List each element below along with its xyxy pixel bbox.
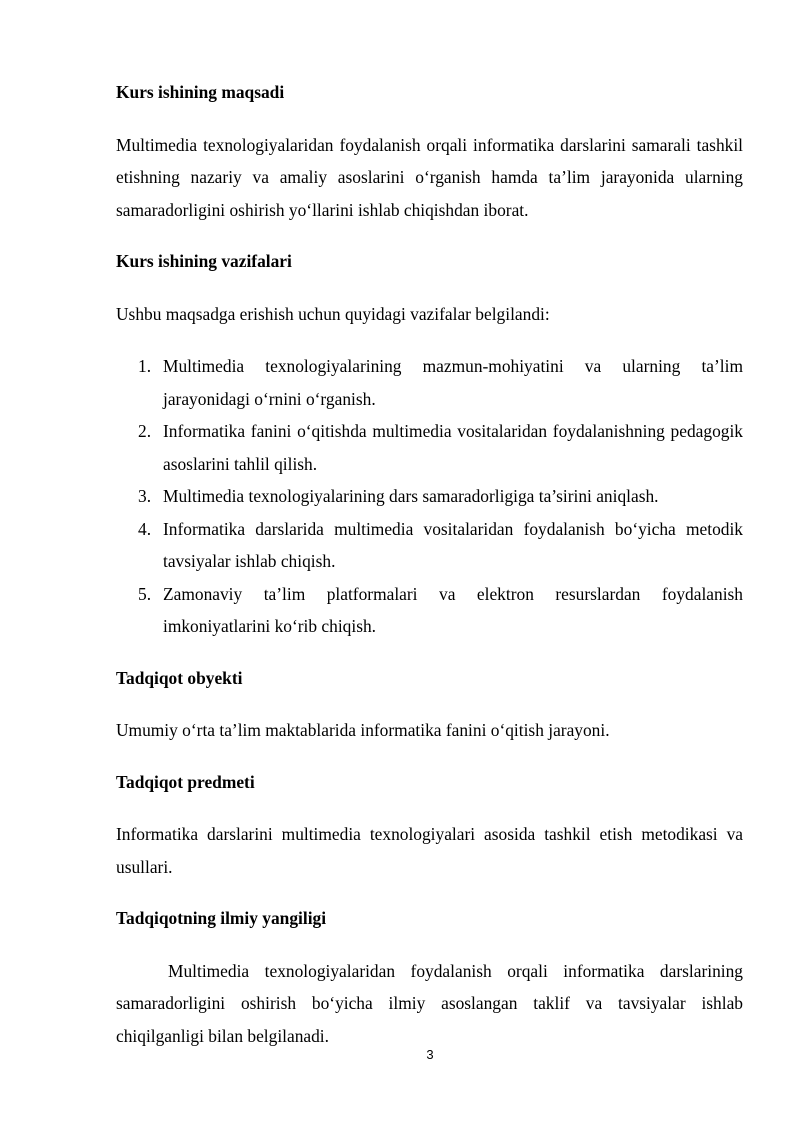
page-number: 3 — [426, 1047, 434, 1062]
novelty-text: Multimedia texnologiyalaridan foydalanish orqali informatika darslarining samaradorligini oshirish bo‘yicha ilmiy asoslangan taklif va tavsiyalar ishlab chiqilganligi bilan belgilanadi. — [116, 960, 743, 1046]
object-text: Umumiy o‘rta ta’lim maktablarida informatika fanini o‘qitish jarayoni. — [116, 720, 610, 740]
list-item-number: 5. — [138, 583, 152, 604]
goal-text: Multimedia texnologiyalaridan foydalanish orqali informatika darslarini samarali tashkil etishning nazariy va amaliy asoslarini o‘rganish hamda ta’lim jarayonida ularning samaradorligini oshirish yo‘llarini ishlab chiqishdan iborat. — [116, 134, 743, 220]
subject-heading: Tadqiqot predmeti — [116, 771, 255, 792]
list-item-number: 3. — [138, 486, 152, 506]
list-item-text: Informatika fanini o‘qitishda multimedia vositalaridan foydalanishning pedagogik asoslarini tahlil qilish. — [163, 421, 743, 474]
list-item-number: 4. — [138, 518, 152, 539]
page-content — [116, 76, 743, 1052]
task-list — [116, 350, 743, 643]
list-item-text: Informatika darslarida multimedia vositalaridan foydalanish bo‘yicha metodik tavsiyalar ishlab chiqish. — [163, 518, 743, 571]
subject-text: Informatika darslarini multimedia texnologiyalari asosida tashkil etish metodikasi va usullari. — [116, 824, 743, 877]
list-item-number: 1. — [138, 356, 152, 376]
list-item — [116, 513, 743, 578]
object-heading: Tadqiqot obyekti — [116, 667, 243, 688]
goal-heading: Kurs ishining maqsadi — [116, 82, 285, 102]
list-item — [116, 578, 743, 643]
list-item — [116, 350, 743, 415]
list-item-text: Multimedia texnologiyalarining dars samaradorligiga ta’sirini aniqlash. — [163, 486, 659, 506]
novelty-heading: Tadqiqotning ilmiy yangiligi — [116, 908, 327, 928]
tasks-heading: Kurs ishining vazifalari — [116, 251, 292, 271]
list-item-number: 2. — [138, 421, 152, 441]
list-item-text: Multimedia texnologiyalarining mazmun-mohiyatini va ularning ta’lim jarayonidagi o‘rnini o‘rganish. — [163, 356, 743, 409]
list-item — [116, 480, 743, 513]
tasks-intro: Ushbu maqsadga erishish uchun quyidagi vazifalar belgilandi: — [116, 303, 550, 324]
list-item-text: Zamonaviy ta’lim platformalari va elektron resurslardan foydalanish imkoniyatlarini ko‘rib chiqish. — [163, 583, 743, 636]
list-item — [116, 415, 743, 480]
